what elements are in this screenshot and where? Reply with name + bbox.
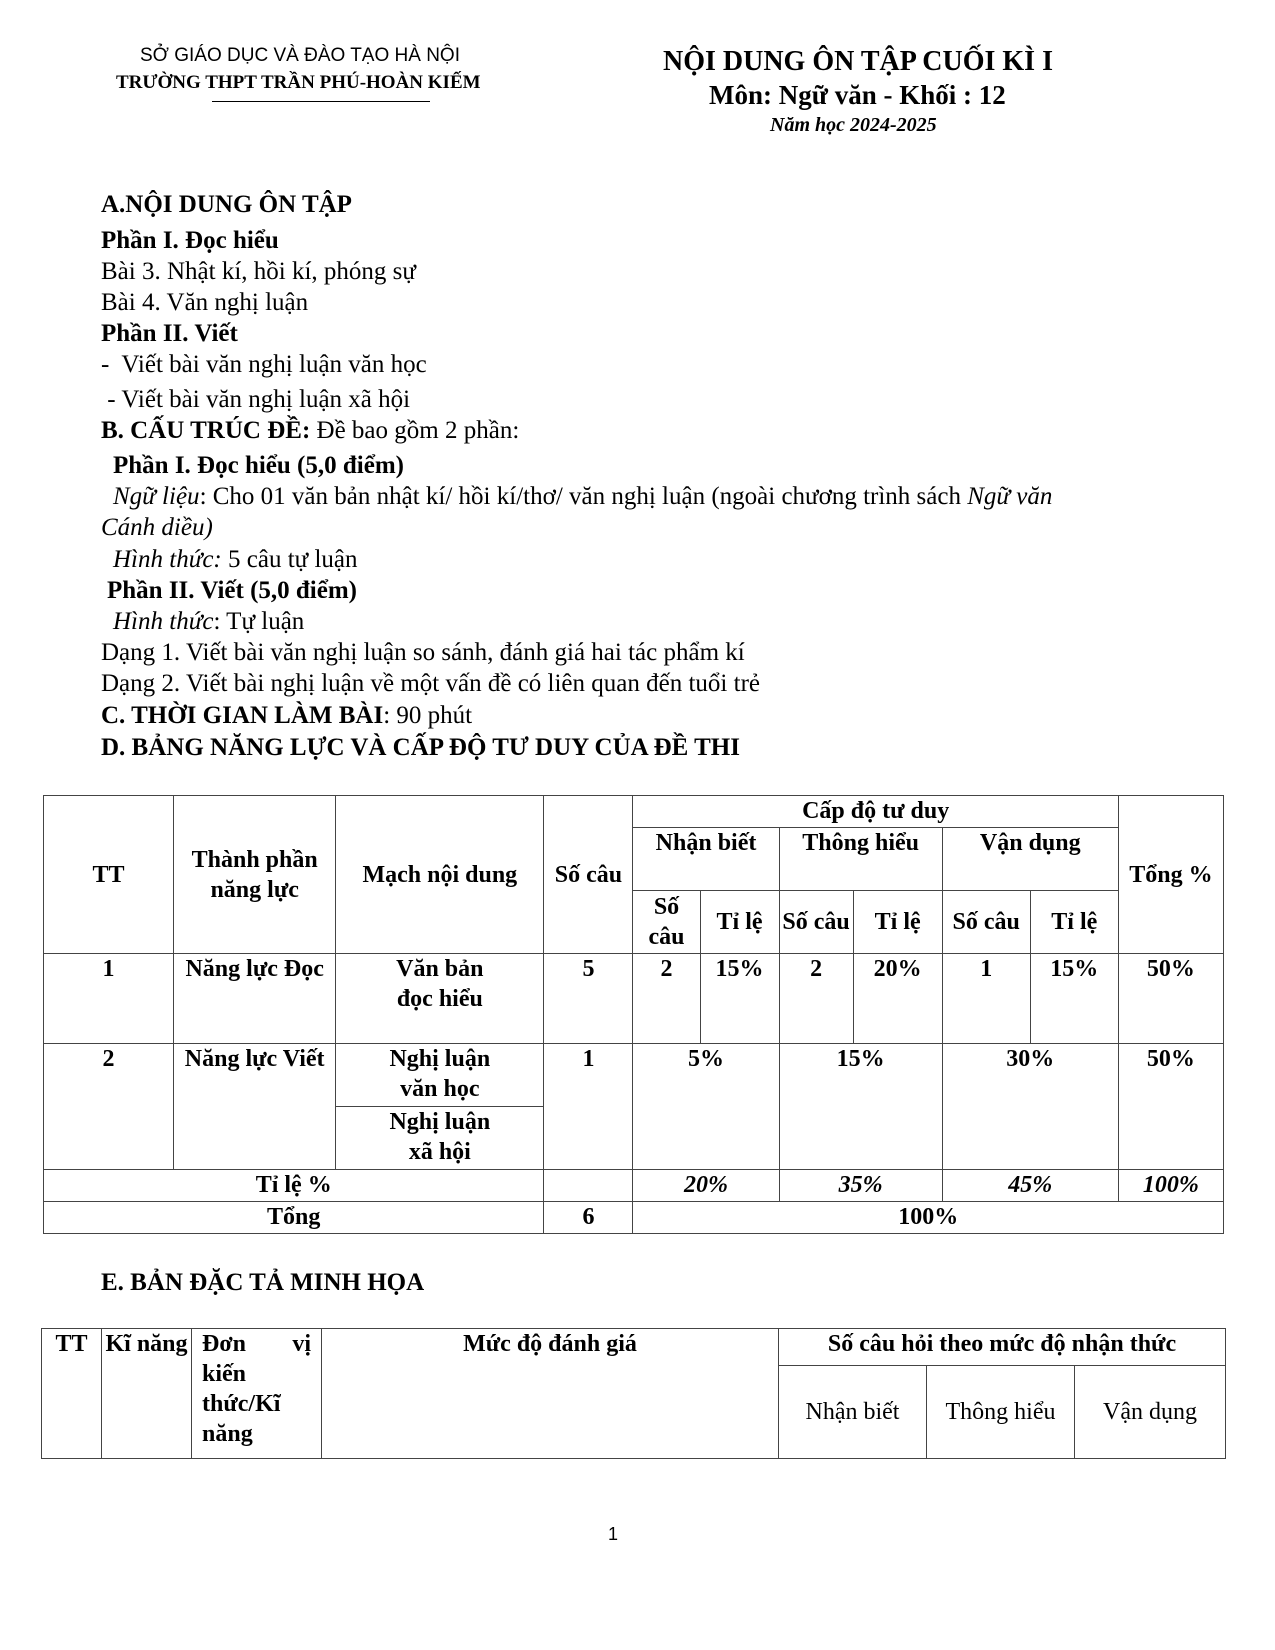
r2-th: 15% [779, 1044, 942, 1170]
r1-nang-luc: Năng lực Đọc [174, 954, 336, 1044]
table-row [44, 1044, 1224, 1107]
spec-th-don-vi [192, 1329, 322, 1459]
spec-th-don-vi-a: Đơn [202, 1331, 246, 1357]
spec-th-van-dung: Vận dụng [1075, 1366, 1226, 1459]
th-vd-ti-le: Tỉ lệ [1030, 891, 1118, 954]
document-subject: Môn: Ngữ văn - Khối : 12 [709, 80, 1006, 110]
hinhthuc1-text: 5 câu tự luận [221, 546, 358, 573]
section-b-hinhthuc2 [113, 607, 304, 637]
section-a-viet1: - Viết bài văn nghị luận văn học [101, 351, 427, 378]
spec-th-tt: TT [42, 1329, 102, 1459]
tile-th: 35% [779, 1170, 942, 1202]
r2-nb: 5% [633, 1044, 779, 1170]
th-th-so-cau: Số câu [779, 891, 853, 954]
th-nhan-biet: Nhận biết [633, 828, 779, 891]
section-b-hinhthuc1 [113, 545, 358, 575]
tile-vd: 45% [942, 1170, 1118, 1202]
r1-th-tl: 20% [853, 954, 942, 1044]
section-c-text: : 90 phút [383, 702, 473, 729]
tong-pct: 100% [633, 1202, 1224, 1234]
section-b-heading [101, 416, 519, 446]
r1-tt: 1 [44, 954, 174, 1044]
section-b-ngulieu [113, 482, 1052, 512]
hinhthuc2-label: Hình thức [113, 608, 214, 635]
r1-tong: 50% [1118, 954, 1223, 1044]
department-name: SỞ GIÁO DỤC VÀ ĐÀO TẠO HÀ NỘI [140, 45, 460, 66]
section-a-bai3: Bài 3. Nhật kí, hồi kí, phóng sự [101, 258, 416, 285]
hinhthuc1-label: Hình thức: [113, 546, 222, 573]
r1-vd-tl: 15% [1030, 954, 1118, 1044]
r2-tt: 2 [44, 1044, 174, 1170]
section-b-dang1: Dạng 1. Viết bài văn nghị luận so sánh, đánh giá hai tác phẩm kí [101, 639, 745, 666]
r1-so-cau: 5 [544, 954, 633, 1044]
section-b-title: B. CẤU TRÚC ĐỀ: [101, 417, 311, 444]
spec-th-so-cau-hoi: Số câu hỏi theo mức độ nhận thức [779, 1329, 1226, 1366]
th-thong-hieu: Thông hiểu [779, 828, 942, 891]
th-cap-do-tu-duy: Cấp độ tư duy [633, 796, 1118, 828]
tong-so-cau: 6 [544, 1202, 633, 1234]
school-name: TRƯỜNG THPT TRẦN PHÚ-HOÀN KIẾM [116, 72, 481, 93]
r2-so-cau: 1 [544, 1044, 633, 1170]
section-b-part2: Phần II. Viết (5,0 điểm) [107, 577, 357, 604]
th-van-dung: Vận dụng [942, 828, 1118, 891]
section-a-part1: Phần I. Đọc hiểu [101, 227, 279, 254]
spec-th-don-vi-rest: kiến thức/Kĩ năng [202, 1361, 281, 1447]
th-vd-so-cau: Số câu [942, 891, 1030, 954]
ngulieu-book: Ngữ văn [967, 483, 1053, 510]
th-th-ti-le: Tỉ lệ [853, 891, 942, 954]
tile-empty [544, 1170, 633, 1202]
section-a-part2: Phần II. Viết [101, 320, 238, 347]
section-b-dang2: Dạng 2. Viết bài nghị luận về một vấn đề có liên quan đến tuổi trẻ [101, 670, 760, 697]
section-d-heading: D. BẢNG NĂNG LỰC VÀ CẤP ĐỘ TƯ DUY CỦA ĐỀ THI [101, 734, 740, 761]
specification-table [41, 1328, 1226, 1459]
hinhthuc2-text: : Tự luận [213, 608, 305, 635]
section-b-title-rest: Đề bao gồm 2 phần: [310, 417, 520, 444]
r1-nb-tl: 15% [700, 954, 779, 1044]
ngulieu-text: : Cho 01 văn bản nhật kí/ hồi kí/thơ/ văn nghị luận (ngoài chương trình sách [199, 483, 968, 510]
th-so-cau: Số câu [544, 796, 633, 954]
r1-nb-so: 2 [633, 954, 700, 1044]
r2-tong: 50% [1118, 1044, 1223, 1170]
header-underline [212, 101, 430, 102]
section-b-part1: Phần I. Đọc hiểu (5,0 điểm) [113, 452, 404, 479]
tile-nb: 20% [633, 1170, 779, 1202]
spec-th-ki-nang: Kĩ năng [102, 1329, 192, 1459]
r1-th-so: 2 [779, 954, 853, 1044]
th-tong-pct: Tổng % [1118, 796, 1223, 954]
spec-th-don-vi-b: vị [292, 1331, 311, 1357]
section-a-viet2: - Viết bài văn nghị luận xã hội [101, 386, 411, 413]
r2-mach-xa-hoi: Nghị luận xã hội [336, 1107, 544, 1170]
section-c [101, 701, 472, 731]
section-a-heading: A.NỘI DUNG ÔN TẬP [101, 191, 352, 218]
competency-table [43, 795, 1224, 1234]
school-year: Năm học 2024-2025 [770, 114, 937, 136]
table-row [44, 1170, 1224, 1202]
section-c-title: C. THỜI GIAN LÀM BÀI [101, 702, 384, 729]
tile-tong: 100% [1118, 1170, 1223, 1202]
spec-th-thong-hieu: Thông hiểu [927, 1366, 1075, 1459]
spec-th-nhan-biet: Nhận biết [779, 1366, 927, 1459]
r1-mach: Văn bản đọc hiểu [336, 954, 544, 1044]
section-b-ngulieu-cont: Cánh diều) [101, 514, 213, 541]
th-nb-ti-le: Tỉ lệ [700, 891, 779, 954]
th-tt: TT [44, 796, 174, 954]
table-row [44, 1202, 1224, 1234]
r2-vd: 30% [942, 1044, 1118, 1170]
th-nb-so-cau: Số câu [633, 891, 700, 954]
spec-th-muc-do: Mức độ đánh giá [322, 1329, 779, 1459]
th-thanh-phan: Thành phần năng lực [174, 796, 336, 954]
document-title: NỘI DUNG ÔN TẬP CUỐI KÌ I [663, 46, 1053, 77]
r2-nang-luc: Năng lực Viết [174, 1044, 336, 1170]
r1-vd-so: 1 [942, 954, 1030, 1044]
table-row [44, 954, 1224, 1044]
th-mach-noi-dung: Mạch nội dung [336, 796, 544, 954]
tile-label: Tỉ lệ % [44, 1170, 544, 1202]
ngulieu-label: Ngữ liệu [113, 483, 200, 510]
section-a-bai4: Bài 4. Văn nghị luận [101, 289, 309, 316]
section-e-heading: E. BẢN ĐẶC TẢ MINH HỌA [101, 1269, 425, 1296]
page-number: 1 [608, 1524, 619, 1544]
tong-label: Tổng [44, 1202, 544, 1234]
r2-mach-van-hoc: Nghị luận văn học [336, 1044, 544, 1107]
